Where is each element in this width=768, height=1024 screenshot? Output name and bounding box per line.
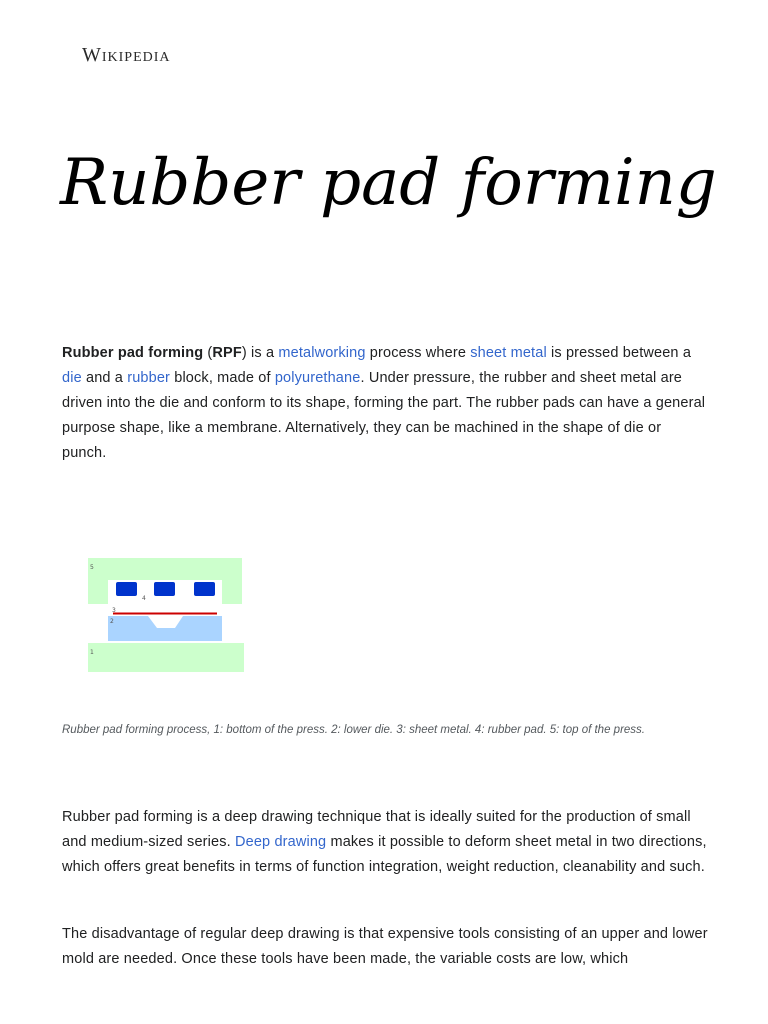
text-run: and a: [81, 370, 128, 386]
figure-label-5: 5: [90, 564, 94, 571]
text-run: ) is a: [241, 345, 279, 361]
text-run: process where: [365, 345, 471, 361]
link-sheet-metal[interactable]: sheet metal: [470, 345, 547, 361]
figure-label-3: 3: [112, 607, 116, 614]
press-top: [88, 558, 242, 604]
text-run: Rubber pad forming is a deep drawing technique that is ideally suited for the production of small and medium-sized series.: [62, 809, 691, 850]
text-run: is pressed between a: [546, 345, 692, 361]
link-rubber[interactable]: rubber: [127, 370, 171, 386]
text-run: (: [203, 345, 213, 361]
intro-paragraph: [62, 341, 708, 466]
rubber-pad: [116, 582, 137, 596]
rubber-pad: [194, 582, 215, 596]
figure-label-4: 4: [142, 595, 146, 602]
link-polyurethane[interactable]: polyurethane: [274, 370, 361, 386]
body-paragraph: [62, 805, 708, 880]
text-run: makes it possible to deform sheet metal in two directions, which offers great benefits in terms of function integration, weight reduction, cleanability and such.: [62, 834, 707, 875]
text-run: . Under pressure, the rubber and sheet metal are driven into the die and conform to its shape, forming the part. The rubber pads can have a general purpose shape, like a membrane. Alternatively, they can be machined in the shape of die or punch.: [62, 370, 706, 461]
lower-die: [108, 616, 222, 641]
bold-term: Rubber pad forming: [62, 345, 204, 361]
body-paragraph: The disadvantage of regular deep drawing is that expensive tools consisting of an upper and lower mold are needed. Once these tools have been made, the variable costs are low, which: [62, 926, 708, 967]
text-run: block, made of: [170, 370, 275, 386]
page-title: Rubber pad forming: [60, 146, 717, 220]
link-metalworking[interactable]: metalworking: [278, 345, 366, 361]
press-bottom: [88, 643, 244, 672]
link-deep-drawing[interactable]: Deep drawing: [235, 834, 327, 850]
figure-label-2: 2: [110, 618, 114, 625]
figure-caption: Rubber pad forming process, 1: bottom of the press. 2: lower die. 3: sheet metal. 4: rubber pad. 5: top of the press.: [62, 724, 645, 736]
rubber-pad: [154, 582, 175, 596]
link-die[interactable]: die: [62, 370, 82, 386]
rubber-pad-forming-diagram[interactable]: [86, 558, 251, 676]
figure-label-1: 1: [90, 649, 94, 656]
bold-abbreviation: RPF: [212, 345, 242, 361]
wikipedia-logo[interactable]: Wikipedia: [82, 44, 171, 66]
